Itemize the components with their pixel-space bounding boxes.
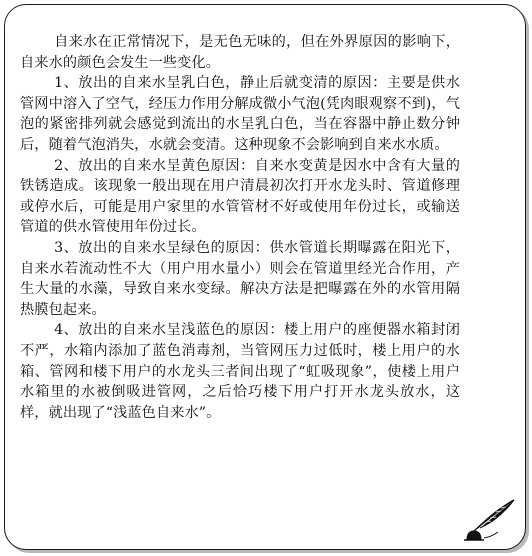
paragraph-yellow: 2、放出的自来水呈黄色原因：自来水变黄是因水中含有大量的铁锈造成。该现象一般出现在用户清晨初次打开水龙头时、管道修理或停水后，可能是用户家里的水管管材不好或使用年份过长，或输送管道的供水管使用年份过长。 bbox=[20, 157, 460, 236]
intro-paragraph: 自来水在正常情况下，是无色无味的，但在外界原因的影响下，自来水的颜色会发生一些变化。 bbox=[20, 34, 460, 71]
document-body bbox=[20, 32, 460, 423]
paragraph-green: 3、放出的自来水呈绿色的原因：供水管道长期曝露在阳光下，自来水若流动性不大（用户用水量小）则会在管道里经光合作用，产生大量的水藻，导致自来水变绿。解决方法是把曝露在外的水管用隔热膜包起来。 bbox=[20, 239, 460, 318]
quill-pen-icon bbox=[460, 498, 518, 544]
paragraph-milky-white: 1、放出的自来水呈乳白色，静止后就变清的原因：主要是供水管网中溶入了空气，经压力作用分解成微小气泡(凭肉眼观察不到)，气泡的紧密排列就会感觉到流出的水呈乳白色，当在容器中静止数分钟后，随着气泡消失，水就会变清。这种现象不会影响到自来水水质。 bbox=[20, 75, 460, 153]
paragraph-light-blue: 4、放出的自来水呈浅蓝色的原因：楼上用户的座便器水箱封闭不严，水箱内添加了蓝色消毒剂，当管网压力过低时，楼上用户的水箱、管网和楼下用户的水龙头三者间出现了“虹吸现象”，使楼上用户水箱里的水被倒吸进管网，之后恰巧楼下用户打开水龙头放水，这样，就出现了“浅蓝色自来水”。 bbox=[20, 322, 460, 421]
